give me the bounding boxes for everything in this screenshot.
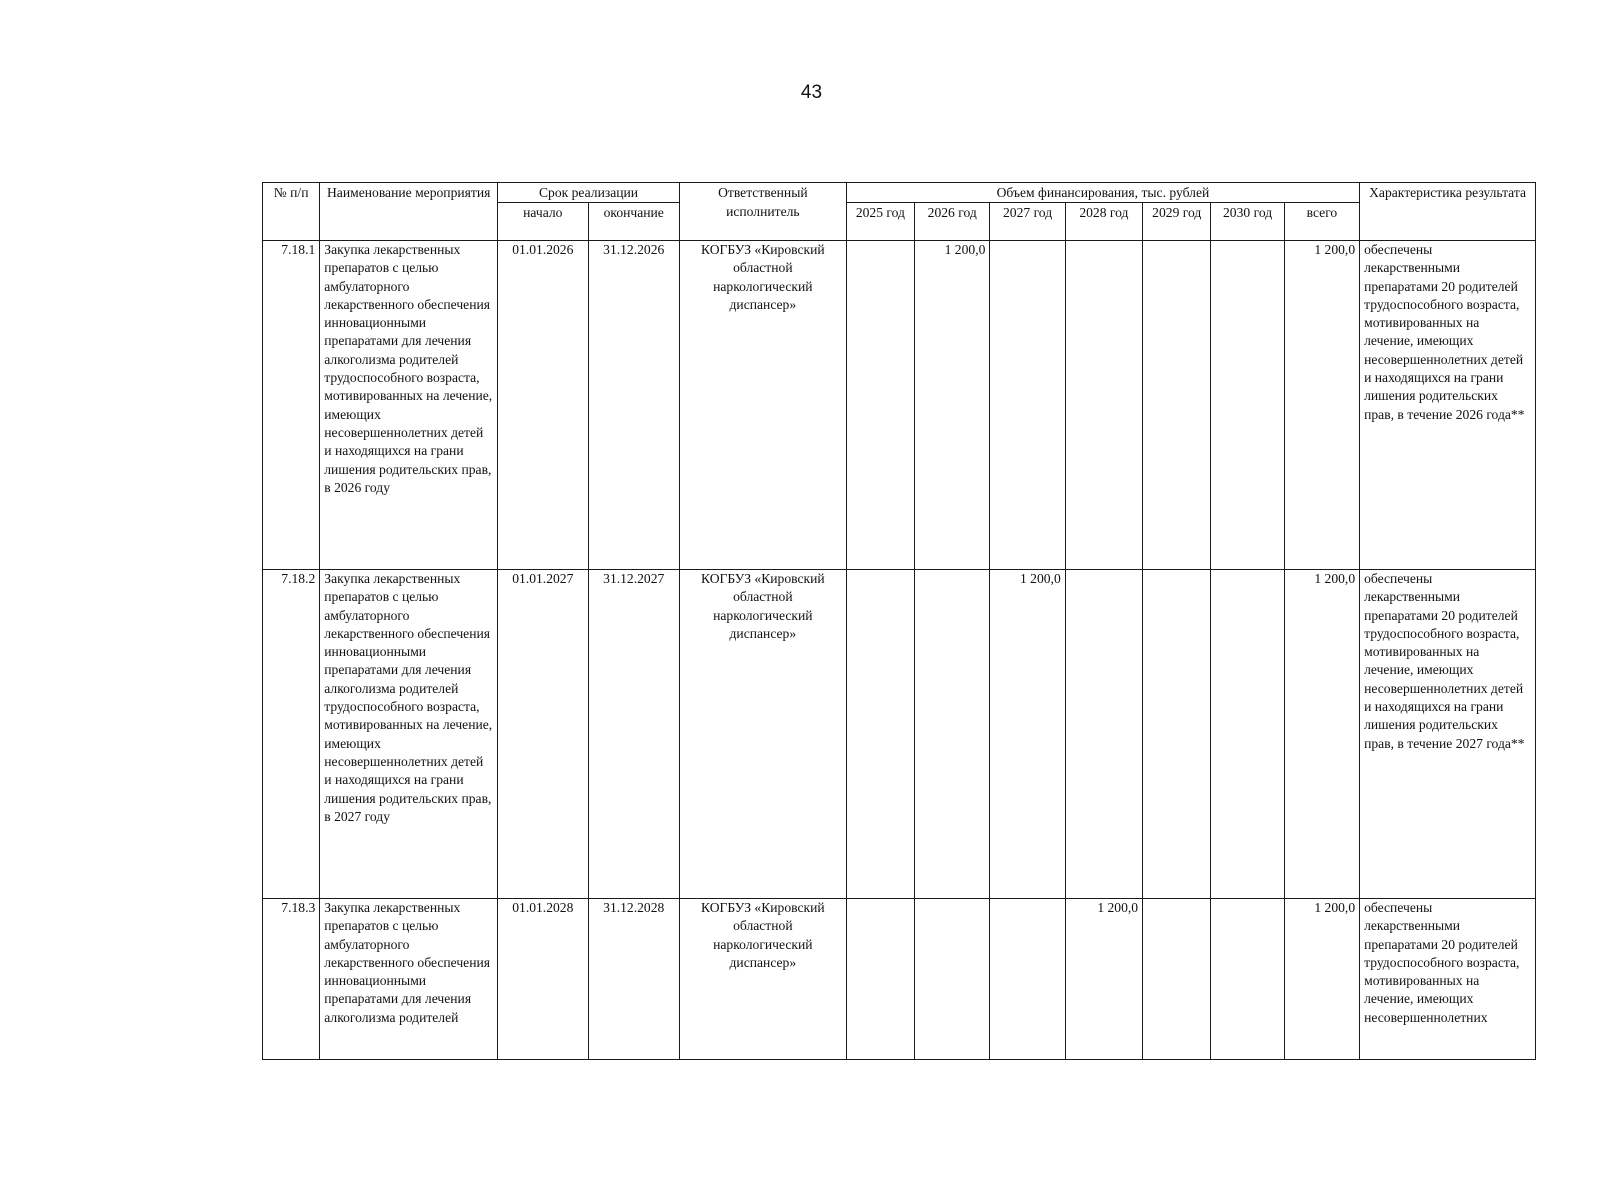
row-y2030 xyxy=(1211,570,1284,899)
row-executor: КОГБУЗ «Кировский областной наркологический диспансер» xyxy=(679,241,846,570)
row-executor: КОГБУЗ «Кировский областной наркологический диспансер» xyxy=(679,570,846,899)
row-y2027 xyxy=(990,899,1065,1060)
header-period: Срок реализации xyxy=(498,183,680,203)
row-start: 01.01.2028 xyxy=(498,899,588,1060)
header-year-2030: 2030 год xyxy=(1211,203,1284,241)
row-result: обеспечены лекарственными препаратами 20 родителей трудоспособного возраста, мотивированных на лечение, имеющих несовершеннолетних детей и находящихся на грани лишения родительских прав, в течение 2026 года** xyxy=(1360,241,1536,570)
row-y2030 xyxy=(1211,241,1284,570)
row-y2030 xyxy=(1211,899,1284,1060)
row-total: 1 200,0 xyxy=(1284,899,1359,1060)
page-number: 43 xyxy=(800,82,823,103)
row-end: 31.12.2028 xyxy=(588,899,679,1060)
table-row xyxy=(263,241,1536,570)
row-name: Закупка лекарственных препаратов с целью амбулаторного лекарственного обеспечения инновационными препаратами для лечения алкоголизма родителей xyxy=(320,899,498,1060)
row-y2026 xyxy=(915,899,990,1060)
row-y2029 xyxy=(1143,570,1211,899)
header-result: Характеристика результата xyxy=(1360,183,1536,241)
row-start: 01.01.2026 xyxy=(498,241,588,570)
row-num: 7.18.2 xyxy=(263,570,320,899)
row-name: Закупка лекарственных препаратов с целью амбулаторного лекарственного обеспечения инновационными препаратами для лечения алкоголизма родителей трудоспособного возраста, мотивированных на лечение, имеющих несовершеннолетних детей и находящихся на грани лишения родительских прав, в 2027 году xyxy=(320,570,498,899)
row-y2029 xyxy=(1143,899,1211,1060)
row-y2027 xyxy=(990,241,1065,570)
program-measures-table xyxy=(262,182,1536,1060)
row-end: 31.12.2026 xyxy=(588,241,679,570)
header-year-2028: 2028 год xyxy=(1065,203,1142,241)
row-y2027: 1 200,0 xyxy=(990,570,1065,899)
row-y2026 xyxy=(915,570,990,899)
row-y2028 xyxy=(1065,570,1142,899)
row-y2025 xyxy=(846,241,914,570)
row-y2028 xyxy=(1065,241,1142,570)
row-executor: КОГБУЗ «Кировский областной наркологический диспансер» xyxy=(679,899,846,1060)
header-num: № п/п xyxy=(263,183,320,241)
row-end: 31.12.2027 xyxy=(588,570,679,899)
header-funding: Объем финансирования, тыс. рублей xyxy=(846,183,1359,203)
row-y2028: 1 200,0 xyxy=(1065,899,1142,1060)
header-executor: Ответственный исполнитель xyxy=(679,183,846,241)
header-end: окончание xyxy=(588,203,679,241)
table-row xyxy=(263,570,1536,899)
header-row-1 xyxy=(263,183,1536,203)
header-year-2026: 2026 год xyxy=(915,203,990,241)
header-start: начало xyxy=(498,203,588,241)
row-y2025 xyxy=(846,570,914,899)
row-total: 1 200,0 xyxy=(1284,241,1359,570)
row-num: 7.18.3 xyxy=(263,899,320,1060)
header-year-2025: 2025 год xyxy=(846,203,914,241)
row-result: обеспечены лекарственными препаратами 20 родителей трудоспособного возраста, мотивированных на лечение, имеющих несовершеннолетних xyxy=(1360,899,1536,1060)
row-name: Закупка лекарственных препаратов с целью амбулаторного лекарственного обеспечения инновационными препаратами для лечения алкоголизма родителей трудоспособного возраста, мотивированных на лечение, имеющих несовершеннолетних детей и находящихся на грани лишения родительских прав, в 2026 году xyxy=(320,241,498,570)
row-y2025 xyxy=(846,899,914,1060)
row-result: обеспечены лекарственными препаратами 20 родителей трудоспособного возраста, мотивированных на лечение, имеющих несовершеннолетних детей и находящихся на грани лишения родительских прав, в течение 2027 года** xyxy=(1360,570,1536,899)
header-name: Наименование мероприятия xyxy=(320,183,498,241)
header-year-2027: 2027 год xyxy=(990,203,1065,241)
row-start: 01.01.2027 xyxy=(498,570,588,899)
header-total: всего xyxy=(1284,203,1359,241)
header-year-2029: 2029 год xyxy=(1143,203,1211,241)
row-total: 1 200,0 xyxy=(1284,570,1359,899)
row-y2029 xyxy=(1143,241,1211,570)
table-row xyxy=(263,899,1536,1060)
row-num: 7.18.1 xyxy=(263,241,320,570)
row-y2026: 1 200,0 xyxy=(915,241,990,570)
